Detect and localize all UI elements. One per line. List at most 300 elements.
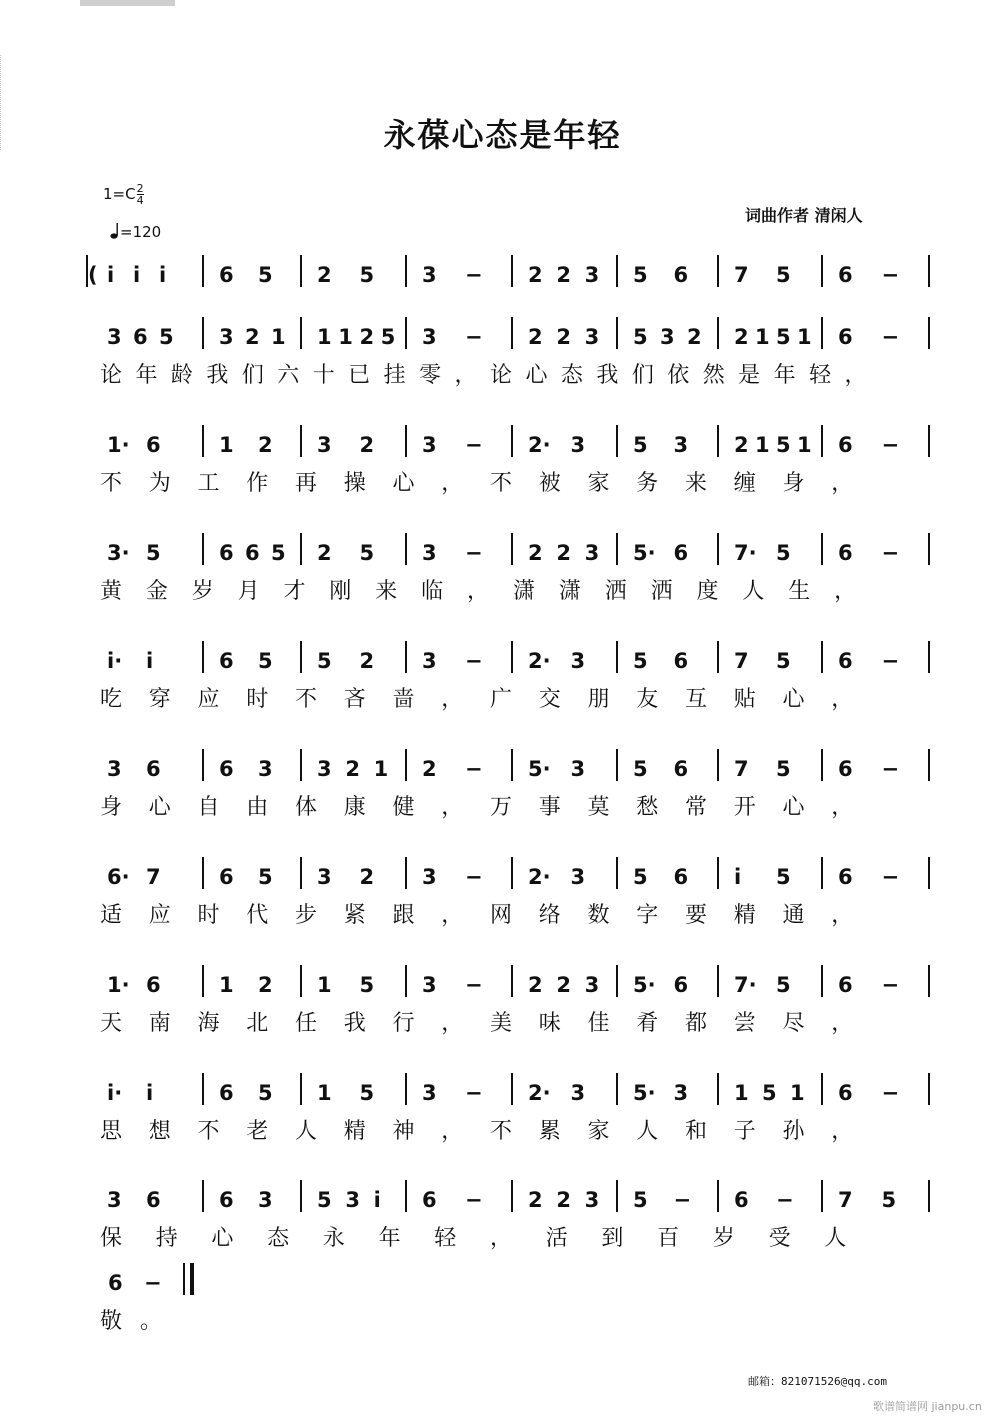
note: 1· bbox=[107, 433, 130, 457]
lyric-char: 不 bbox=[490, 1119, 513, 1144]
lyric-char: 岁 bbox=[191, 579, 214, 604]
note: 2 bbox=[528, 263, 543, 287]
note: 5 bbox=[159, 325, 174, 349]
note: i bbox=[146, 649, 154, 673]
lyric-char: 佳 bbox=[587, 1011, 610, 1036]
lyric-char: 啬 bbox=[392, 687, 415, 712]
note: 5 bbox=[776, 649, 791, 673]
lyric-char: ， bbox=[831, 1011, 854, 1036]
note: 5· bbox=[633, 541, 656, 565]
note: i bbox=[159, 263, 167, 287]
note: 2 bbox=[528, 973, 543, 997]
note: 2· bbox=[528, 1081, 551, 1105]
lyric-char: 洒 bbox=[604, 579, 627, 604]
lyric-char: 吃 bbox=[100, 687, 123, 712]
note: − bbox=[465, 757, 483, 781]
note: 1· bbox=[107, 973, 130, 997]
song-title: 永葆心态是年轻 bbox=[383, 116, 622, 154]
note: 7 bbox=[734, 649, 749, 673]
note: 1 bbox=[373, 757, 389, 781]
note: − bbox=[881, 973, 900, 997]
lyric-char: 务 bbox=[636, 471, 659, 496]
lyric-char: 来 bbox=[685, 471, 708, 496]
note: 5 bbox=[633, 649, 648, 673]
note: 2 bbox=[317, 263, 332, 287]
note: 5 bbox=[633, 433, 648, 457]
lyric-char: 作 bbox=[246, 471, 269, 496]
lyric-char: 潇 bbox=[512, 579, 535, 604]
note: 1 bbox=[797, 325, 812, 349]
lyric-char: 通 bbox=[782, 903, 805, 928]
note: 2 bbox=[345, 757, 360, 781]
lyric-char: 活 bbox=[545, 1226, 568, 1251]
lyric-char: 想 bbox=[148, 1119, 171, 1144]
lyric-char: 尝 bbox=[733, 1011, 756, 1036]
time-top: 2 bbox=[136, 182, 144, 195]
lyric-char: 吝 bbox=[343, 687, 366, 712]
note: − bbox=[881, 1081, 900, 1105]
lyric-char: 心 bbox=[211, 1226, 234, 1251]
note: 5 bbox=[776, 541, 791, 565]
lyric-char: 要 bbox=[685, 903, 708, 928]
note: 6 bbox=[673, 865, 689, 889]
lyric-char: 朋 bbox=[587, 687, 610, 712]
note: − bbox=[881, 541, 900, 565]
note: 3 bbox=[584, 541, 600, 565]
lyric-char: 心 bbox=[782, 795, 805, 820]
lyric-char: 紧 bbox=[343, 903, 366, 928]
note: 1 bbox=[790, 1081, 805, 1105]
note: 2 bbox=[734, 325, 749, 349]
lyric-char: 互 bbox=[685, 687, 708, 712]
lyric-char: 永 bbox=[322, 1226, 345, 1251]
note: 5 bbox=[776, 325, 791, 349]
lyric-char: 字 bbox=[636, 903, 659, 928]
note: 3 bbox=[317, 757, 332, 781]
note: 5 bbox=[776, 263, 791, 287]
note: 2 bbox=[245, 325, 260, 349]
lyric-char: 生 bbox=[788, 579, 811, 604]
note: 6 bbox=[838, 541, 853, 565]
lyric-char: 跟 bbox=[392, 903, 415, 928]
lyric-char: 受 bbox=[768, 1226, 791, 1251]
note: 5 bbox=[380, 325, 396, 349]
note: 2 bbox=[556, 541, 571, 565]
note: − bbox=[881, 865, 900, 889]
lyric-char: 代 bbox=[246, 903, 269, 928]
note: 6 bbox=[219, 649, 234, 673]
lyric-char: 洒 bbox=[650, 579, 673, 604]
lyric-char: 月 bbox=[237, 579, 260, 604]
note: 5 bbox=[258, 865, 273, 889]
note: 2 bbox=[422, 757, 437, 781]
lyric-char: 。 bbox=[140, 1309, 163, 1334]
note: − bbox=[465, 1188, 483, 1212]
lyric-char: 尽 bbox=[782, 1011, 805, 1036]
lyric-char: ， bbox=[831, 687, 854, 712]
lyric-char: 态 bbox=[267, 1226, 290, 1251]
lyric-char: 美 bbox=[490, 1011, 513, 1036]
note: 3 bbox=[345, 1188, 360, 1212]
lyric-char: 贴 bbox=[733, 687, 756, 712]
lyric-char: 数 bbox=[587, 903, 610, 928]
note: 6 bbox=[838, 263, 853, 287]
lyric-char: 缠 bbox=[733, 471, 756, 496]
lyric-char: 不 bbox=[295, 687, 318, 712]
note: 3 bbox=[422, 973, 437, 997]
note: 5 bbox=[359, 973, 375, 997]
lyric-char: 年 bbox=[773, 363, 796, 388]
lyric-char: 康 bbox=[343, 795, 366, 820]
note: 6 bbox=[219, 757, 234, 781]
lyric-char: 我 bbox=[206, 363, 229, 388]
lyric-char: 工 bbox=[197, 471, 220, 496]
lyric-char: 年 bbox=[378, 1226, 401, 1251]
lyric-char: 人 bbox=[824, 1226, 847, 1251]
note: 2 bbox=[528, 1188, 543, 1212]
note: 6 bbox=[673, 263, 689, 287]
lyric-char: 万 bbox=[490, 795, 513, 820]
note: 5 bbox=[881, 1188, 897, 1212]
note: 2 bbox=[528, 325, 543, 349]
lyric-char: 六 bbox=[277, 363, 300, 388]
note: i bbox=[133, 263, 141, 287]
lyric-char: 不 bbox=[490, 471, 513, 496]
note: 6 bbox=[146, 1188, 161, 1212]
note: 3 bbox=[584, 973, 600, 997]
note: 3 bbox=[422, 541, 437, 565]
note: 3 bbox=[107, 757, 122, 781]
note: − bbox=[881, 649, 900, 673]
lyric-char: 行 bbox=[392, 1011, 415, 1036]
note: 3 bbox=[317, 865, 332, 889]
note: 5 bbox=[776, 757, 791, 781]
lyric-char: 身 bbox=[782, 471, 805, 496]
note: 5 bbox=[633, 865, 648, 889]
note: 3 bbox=[673, 433, 689, 457]
note: 3 bbox=[570, 757, 586, 781]
lyric-char: 都 bbox=[685, 1011, 708, 1036]
lyric-char: 和 bbox=[685, 1119, 708, 1144]
lyric-char: 不 bbox=[100, 471, 123, 496]
lyric-char: 刚 bbox=[329, 579, 352, 604]
note: 2· bbox=[528, 433, 551, 457]
lyric-char: 十 bbox=[312, 363, 335, 388]
lyric-char: 心 bbox=[525, 363, 548, 388]
note: 1 bbox=[734, 1081, 749, 1105]
lyric-char: 度 bbox=[696, 579, 719, 604]
note: 2 bbox=[687, 325, 702, 349]
lyric-char: 态 bbox=[560, 363, 583, 388]
note: 7 bbox=[734, 757, 749, 781]
note: 3· bbox=[107, 541, 130, 565]
note: 1 bbox=[317, 1081, 332, 1105]
note: 2 bbox=[556, 973, 571, 997]
note: − bbox=[144, 1271, 162, 1295]
note: − bbox=[881, 757, 900, 781]
note: 6· bbox=[107, 865, 130, 889]
note: 3 bbox=[422, 865, 437, 889]
note: − bbox=[465, 433, 483, 457]
lyric-char: 我 bbox=[596, 363, 619, 388]
lyric-char: ， bbox=[441, 687, 464, 712]
lyric-char: 们 bbox=[631, 363, 654, 388]
note: 3 bbox=[422, 325, 437, 349]
lyric-char: ， bbox=[831, 795, 854, 820]
lyric-char: 论 bbox=[490, 363, 513, 388]
note: 6 bbox=[146, 757, 161, 781]
note: − bbox=[465, 541, 483, 565]
note: 6 bbox=[838, 325, 853, 349]
lyric-char: 常 bbox=[685, 795, 708, 820]
lyric-char: 百 bbox=[657, 1226, 680, 1251]
lyric-char: 络 bbox=[538, 903, 561, 928]
lyric-char: 潇 bbox=[558, 579, 581, 604]
lyric-char: 已 bbox=[348, 363, 371, 388]
note: 3 bbox=[107, 1188, 122, 1212]
lyric-char: 依 bbox=[667, 363, 690, 388]
lyric-char: 操 bbox=[343, 471, 366, 496]
note: − bbox=[465, 973, 483, 997]
lyric-char: 交 bbox=[538, 687, 561, 712]
lyric-char: 南 bbox=[148, 1011, 171, 1036]
note: 7 bbox=[146, 865, 161, 889]
note: 5 bbox=[359, 263, 375, 287]
lyric-char: 年 bbox=[135, 363, 158, 388]
note: 1 bbox=[755, 433, 770, 457]
note: 5· bbox=[633, 1081, 656, 1105]
lyric-char: 龄 bbox=[170, 363, 193, 388]
footer-email: 邮箱：821071526@qq.com bbox=[748, 1375, 887, 1388]
note: 3 bbox=[258, 1188, 273, 1212]
note: − bbox=[881, 433, 900, 457]
note: 3 bbox=[570, 649, 586, 673]
lyric-char: ， bbox=[441, 903, 464, 928]
lyric-char: 敬 bbox=[100, 1309, 123, 1334]
lyric-char: 精 bbox=[733, 903, 756, 928]
note: − bbox=[673, 1188, 692, 1212]
note: 5 bbox=[633, 1188, 648, 1212]
note: 6 bbox=[838, 649, 853, 673]
note: 2· bbox=[528, 649, 551, 673]
lyric-char: 肴 bbox=[636, 1011, 659, 1036]
lyric-char: 应 bbox=[148, 903, 171, 928]
note: − bbox=[465, 325, 483, 349]
note: 6 bbox=[673, 757, 689, 781]
note: 7 bbox=[838, 1188, 853, 1212]
note: 5 bbox=[258, 263, 273, 287]
note: 2 bbox=[528, 541, 543, 565]
note: 2 bbox=[359, 433, 375, 457]
note: 5 bbox=[633, 757, 648, 781]
composer-credit: 词曲作者 清闲人 bbox=[745, 206, 863, 225]
lyric-char: 心 bbox=[148, 795, 171, 820]
tempo-value: =120 bbox=[120, 223, 162, 241]
note: 6 bbox=[838, 865, 853, 889]
lyric-char: 家 bbox=[587, 1119, 610, 1144]
lyric-char: 友 bbox=[636, 687, 659, 712]
lyric-char: 家 bbox=[587, 471, 610, 496]
note: 6 bbox=[422, 1188, 437, 1212]
note: − bbox=[465, 263, 483, 287]
note: 3 bbox=[660, 325, 675, 349]
lyric-char: 人 bbox=[636, 1119, 659, 1144]
lyric-char: ， bbox=[441, 471, 464, 496]
lyric-char: 子 bbox=[733, 1119, 756, 1144]
note: i· bbox=[107, 1081, 123, 1105]
note: 6 bbox=[838, 757, 853, 781]
lyric-char: 黄 bbox=[100, 579, 123, 604]
note: 5 bbox=[776, 865, 791, 889]
lyric-char: 应 bbox=[197, 687, 220, 712]
lyric-char: 莫 bbox=[587, 795, 610, 820]
note: − bbox=[881, 263, 900, 287]
note: 7 bbox=[734, 263, 749, 287]
note: 5 bbox=[633, 263, 648, 287]
note: 3 bbox=[570, 1081, 586, 1105]
note: i· bbox=[107, 649, 123, 673]
note: 2 bbox=[734, 433, 749, 457]
note: 2 bbox=[258, 973, 273, 997]
note: 1 bbox=[219, 973, 234, 997]
note: 5· bbox=[528, 757, 551, 781]
note: 3 bbox=[422, 1081, 437, 1105]
lyric-char: 来 bbox=[375, 579, 398, 604]
note: − bbox=[881, 325, 900, 349]
lyric-char: ， bbox=[844, 363, 867, 388]
note: 3 bbox=[258, 757, 273, 781]
lyric-char: 人 bbox=[295, 1119, 318, 1144]
note: 6 bbox=[133, 325, 148, 349]
note: 5 bbox=[633, 325, 648, 349]
lyric-char: 论 bbox=[100, 363, 123, 388]
note: 5 bbox=[762, 1081, 777, 1105]
note: 1 bbox=[338, 325, 353, 349]
note: 2 bbox=[359, 325, 375, 349]
lyric-char: 心 bbox=[782, 687, 805, 712]
lyric-char: 广 bbox=[490, 687, 513, 712]
open-paren: ( bbox=[88, 263, 98, 287]
lyric-char: 开 bbox=[733, 795, 756, 820]
note: 2 bbox=[317, 541, 332, 565]
note: 3 bbox=[570, 433, 586, 457]
note: 6 bbox=[734, 1188, 749, 1212]
lyric-char: 持 bbox=[155, 1226, 178, 1251]
note: 6 bbox=[219, 865, 234, 889]
note: 5 bbox=[271, 541, 286, 565]
lyric-char: 挂 bbox=[383, 363, 406, 388]
lyric-char: 时 bbox=[246, 687, 269, 712]
note: 3 bbox=[584, 325, 600, 349]
lyric-char: ， bbox=[467, 579, 490, 604]
lyric-char: ， bbox=[831, 903, 854, 928]
lyric-char: 由 bbox=[246, 795, 269, 820]
note: i bbox=[146, 1081, 154, 1105]
note: 1 bbox=[317, 325, 332, 349]
note: 5 bbox=[317, 649, 332, 673]
note: − bbox=[465, 865, 483, 889]
lyric-char: 天 bbox=[100, 1011, 123, 1036]
note: 5 bbox=[258, 649, 273, 673]
note: 3 bbox=[422, 263, 437, 287]
lyric-char: 临 bbox=[421, 579, 444, 604]
note: 6 bbox=[673, 649, 689, 673]
note: 6 bbox=[673, 541, 689, 565]
lyric-char: 精 bbox=[343, 1119, 366, 1144]
note: − bbox=[776, 1188, 794, 1212]
lyric-char: 们 bbox=[241, 363, 264, 388]
note: 2 bbox=[359, 865, 375, 889]
lyric-char: 是 bbox=[738, 363, 761, 388]
note: 3 bbox=[584, 263, 600, 287]
note: i bbox=[734, 865, 742, 889]
note: 6 bbox=[219, 1081, 234, 1105]
note: 2 bbox=[359, 649, 375, 673]
lyric-char: 思 bbox=[100, 1119, 123, 1144]
lyric-char: 任 bbox=[295, 1011, 318, 1036]
lyric-char: 穿 bbox=[148, 687, 171, 712]
note: 1 bbox=[271, 325, 286, 349]
note: 6 bbox=[838, 973, 853, 997]
note: i bbox=[107, 263, 115, 287]
note: 5 bbox=[359, 1081, 375, 1105]
lyric-char: 岁 bbox=[712, 1226, 735, 1251]
note: 6 bbox=[838, 1081, 853, 1105]
note: 6 bbox=[219, 541, 234, 565]
lyric-char: 孙 bbox=[782, 1119, 805, 1144]
note: 6 bbox=[245, 541, 260, 565]
note: 1 bbox=[219, 433, 234, 457]
note: 2 bbox=[556, 1188, 571, 1212]
lyric-char: 神 bbox=[392, 1119, 415, 1144]
lyric-char: 网 bbox=[490, 903, 513, 928]
note: 3 bbox=[570, 865, 586, 889]
lyric-char: 海 bbox=[197, 1011, 220, 1036]
note: 3 bbox=[422, 649, 437, 673]
lyric-char: 为 bbox=[148, 471, 171, 496]
note: 6 bbox=[219, 1188, 234, 1212]
lyric-char: 才 bbox=[283, 579, 306, 604]
lyric-char: 轻 bbox=[434, 1226, 457, 1251]
lyric-char: 健 bbox=[392, 795, 415, 820]
note: 5 bbox=[317, 1188, 332, 1212]
note: 6 bbox=[219, 263, 234, 287]
note: 6 bbox=[108, 1271, 123, 1295]
lyric-char: 适 bbox=[100, 903, 123, 928]
note: 6 bbox=[146, 973, 161, 997]
lyric-char: 保 bbox=[100, 1226, 123, 1251]
lyric-char: 轻 bbox=[809, 363, 832, 388]
lyric-char: 被 bbox=[538, 471, 561, 496]
note: − bbox=[465, 1081, 483, 1105]
lyric-char: 然 bbox=[702, 363, 725, 388]
lyric-char: 金 bbox=[145, 579, 168, 604]
lyric-char: ， bbox=[441, 1119, 464, 1144]
lyric-char: 老 bbox=[246, 1119, 269, 1144]
note: 6 bbox=[673, 973, 689, 997]
note: 5· bbox=[633, 973, 656, 997]
lyric-char: 人 bbox=[742, 579, 765, 604]
lyric-char: ， bbox=[831, 471, 854, 496]
note: 1 bbox=[317, 973, 332, 997]
lyric-char: 体 bbox=[295, 795, 318, 820]
note: 5 bbox=[258, 1081, 273, 1105]
note: 2· bbox=[528, 865, 551, 889]
lyric-char: 我 bbox=[343, 1011, 366, 1036]
lyric-char: ， bbox=[490, 1226, 513, 1251]
lyric-char: 到 bbox=[601, 1226, 624, 1251]
key-label: 1=C bbox=[103, 185, 136, 203]
